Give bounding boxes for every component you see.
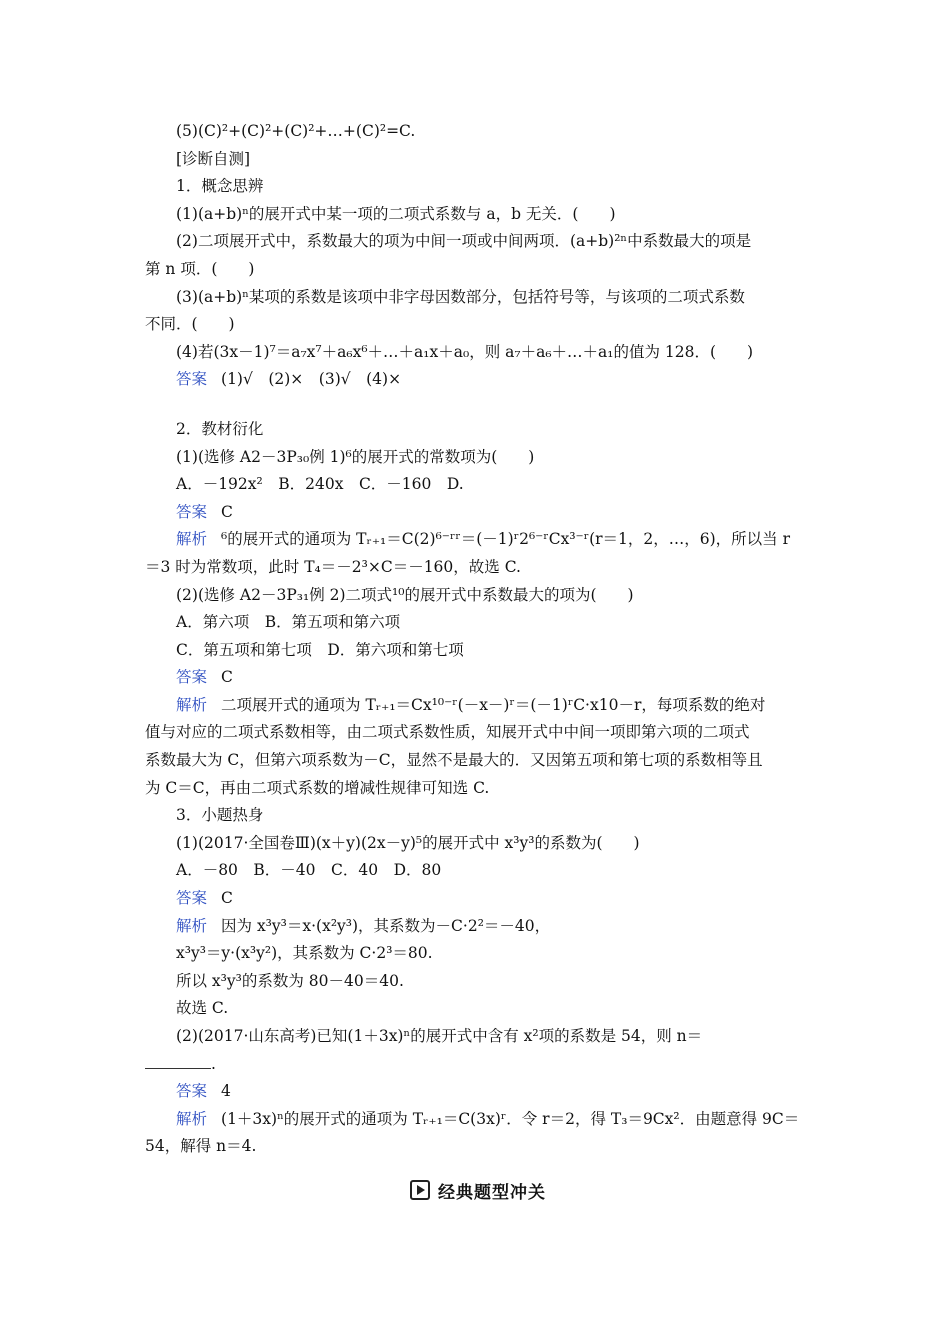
analysis-line: 54，解得 n＝4.	[145, 1137, 257, 1156]
answer-tag: 答案	[176, 1082, 208, 1101]
analysis-text: (1＋3x)ⁿ的展开式的通项为 Tᵣ₊₁＝C(3x)ʳ．令 r＝2，得 T₃＝9Cx²．由题意得 9C＝	[221, 1109, 800, 1128]
section-banner	[410, 1178, 546, 1202]
question-line: 不同．( )	[145, 315, 235, 334]
options-line: A．－80 B．－40 C．40 D．80	[176, 861, 442, 880]
answer-text: C	[221, 502, 233, 521]
analysis-line: 故选 C.	[176, 999, 229, 1018]
answer-text: (1)√ (2)× (3)√ (4)×	[221, 370, 402, 389]
analysis-tag: 解析	[176, 530, 208, 549]
question-line: (3)(a+b)ⁿ某项的系数是该项中非字母因数部分，包括符号等，与该项的二项式系数	[176, 287, 745, 306]
analysis-text: 二项展开式的通项为 Tᵣ₊₁＝Cx¹⁰⁻ʳ(－x－)ʳ＝(－1)ʳC·x10－r，每项系数的绝对	[221, 695, 766, 714]
document-body	[145, 118, 810, 1161]
analysis-line: x³y³＝y·(x³y²)，其系数为 C·2³＝80.	[176, 944, 433, 963]
answer-line	[145, 499, 810, 527]
answer-text: C	[221, 668, 233, 687]
analysis-line	[145, 1106, 810, 1134]
analysis-line	[145, 913, 810, 941]
options-line: C．第五项和第七项 D．第六项和第七项	[176, 640, 464, 659]
play-icon	[410, 1180, 430, 1200]
analysis-line	[145, 692, 810, 720]
answer-line	[145, 664, 810, 692]
question-line: (2)二项展开式中，系数最大的项为中间一项或中间两项．(a+b)²ⁿ中系数最大的项是	[176, 232, 752, 251]
analysis-tag: 解析	[176, 916, 208, 935]
answer-line	[145, 1078, 810, 1106]
subsection-heading: 2．教材衍化	[176, 419, 264, 438]
analysis-tag: 解析	[176, 1109, 208, 1128]
question-line: (1)(a+b)ⁿ的展开式中某一项的二项式系数与 a，b 无关．( )	[176, 204, 616, 223]
question-line: (2)(选修 A2－3P₃₁例 2)二项式¹⁰的展开式中系数最大的项为( )	[176, 585, 634, 604]
analysis-line: 所以 x³y³的系数为 80－40＝40.	[176, 971, 404, 990]
analysis-line: 系数最大为 C，但第六项系数为－C，显然不是最大的．又因第五项和第七项的系数相等且	[145, 751, 763, 770]
question-line	[145, 1051, 810, 1079]
section-heading: [诊断自测]	[176, 149, 251, 168]
answer-tag: 答案	[176, 889, 208, 908]
analysis-line	[145, 526, 810, 554]
analysis-line: 为 C＝C，再由二项式系数的增减性规律可知选 C.	[145, 778, 490, 797]
options-line: A．第六项 B．第五项和第六项	[176, 613, 401, 632]
banner-label: 经典题型冲关	[438, 1182, 546, 1203]
answer-line	[145, 366, 810, 394]
question-line: (1)(2017·全国卷Ⅲ)(x＋y)(2x－y)⁵的展开式中 x³y³的系数为( )	[176, 833, 640, 852]
answer-text: 4	[221, 1082, 231, 1101]
subsection-heading: 3．小题热身	[176, 806, 264, 825]
answer-line	[145, 885, 810, 913]
options-line: A．－192x² B．240x C．－160 D.	[176, 475, 464, 494]
text-line: (5)(C)²+(C)²+(C)²+…+(C)²=C.	[176, 122, 416, 140]
answer-tag: 答案	[176, 502, 208, 521]
answer-tag: 答案	[176, 668, 208, 687]
analysis-line: 值与对应的二项式系数相等，由二项式系数性质，知展开式中中间一项即第六项的二项式	[145, 723, 750, 742]
spacer	[145, 394, 810, 416]
analysis-tag: 解析	[176, 695, 208, 714]
analysis-text: ⁶的展开式的通项为 Tᵣ₊₁＝C(2)⁶⁻ʳʳ＝(－1)ʳ2⁶⁻ʳCx³⁻ʳ(r＝1，2，…，6)，所以当 r	[221, 530, 791, 549]
analysis-line: ＝3 时为常数项，此时 T₄＝－2³×C＝－160，故选 C.	[145, 557, 521, 576]
answer-tag: 答案	[176, 370, 208, 389]
question-line: (2)(2017·山东高考)已知(1＋3x)ⁿ的展开式中含有 x²项的系数是 54，则 n＝	[176, 1027, 703, 1045]
fill-blank	[145, 1054, 211, 1069]
question-line: 第 n 项．( )	[145, 259, 255, 278]
subsection-heading: 1．概念思辨	[176, 177, 264, 196]
answer-text: C	[221, 889, 233, 908]
question-line: (1)(选修 A2－3P₃₀例 1)⁶的展开式的常数项为( )	[176, 447, 535, 466]
question-line: (4)若(3x－1)⁷＝a₇x⁷＋a₆x⁶＋…＋a₁x＋a₀，则 a₇＋a₆＋…＋a₁的值为 128．( )	[176, 342, 754, 361]
analysis-text: 因为 x³y³＝x·(x²y³)，其系数为－C·2²＝－40，	[221, 916, 551, 935]
question-end: .	[211, 1054, 216, 1073]
